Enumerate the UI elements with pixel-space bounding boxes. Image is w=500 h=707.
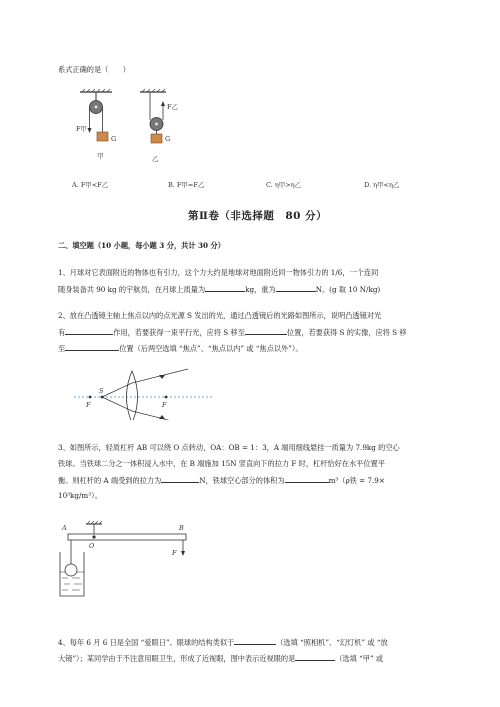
option-c: C. η甲>η乙 [266, 181, 302, 189]
focus-left-label: F [86, 401, 91, 409]
q4-text-d: （选填 “甲” 或 [335, 654, 384, 663]
f-jia-label: F甲 [76, 125, 88, 133]
lens-figure [70, 365, 220, 420]
answer-blank[interactable] [234, 637, 276, 645]
q2-text-e: 位置（后两空选填 “焦点”、“焦点以内” 或 “焦点以外”）。 [119, 344, 303, 353]
g-right-label: G [165, 135, 171, 143]
answer-blank[interactable] [285, 475, 329, 483]
q1-text-a: 随身装备共 90 kg 的宇航员，在月球上质量为 [58, 285, 206, 294]
q2-line1: 2、放在凸透镜主轴上焦点以内的点光源 S 发出的光，通过凸透镜后的光路如图所示，说明凸透镜对光 [58, 311, 382, 320]
q1-text-c: N。(g 取 10 N/kg) [315, 285, 381, 294]
q2-line3 [58, 343, 303, 354]
q1-line1: 1、月球对它表面附近的物体也有引力，这个力大约是地球对地面附近同一物体引力的 1/6，一个连同 [58, 268, 379, 277]
focus-right-label: F [162, 401, 167, 409]
answer-blank[interactable] [161, 475, 199, 483]
q4-text-c: 大镜”）；某同学由于不注意用眼卫生，形成了近视眼，图中表示近视眼的是 [58, 654, 296, 663]
answer-blank[interactable] [205, 284, 245, 292]
q3-line4: 10³kg/m³）。 [58, 491, 102, 500]
answer-blank[interactable] [65, 327, 113, 335]
lever-figure [58, 520, 198, 600]
pulley-diagram [70, 88, 190, 166]
source-s-label: S [99, 387, 104, 395]
q3-line2: 铁球。当铁球二分之一体积浸入水中，在 B 端施加 15N 竖直向下的拉力 F 时，杠杆恰好在水平位置平 [58, 459, 385, 468]
g-left-label: G [111, 135, 117, 143]
fill-heading: 二、填空题（10 小题，每小题 3 分，共计 30 分） [58, 241, 225, 250]
q3-text-a: 衡。则杠杆的 A 端受到的拉力为 [58, 476, 162, 485]
section-title: 第Ⅱ卷（非选择题 80 分） [188, 210, 328, 222]
label-jia: 甲 [97, 152, 104, 160]
answer-blank[interactable] [295, 653, 335, 661]
q2-text-b: 作用，若要获得一束平行光，应将 S 移至 [113, 328, 245, 337]
force-f-label: F [172, 549, 177, 557]
f-yi-label: F乙 [167, 103, 179, 111]
lens-diagram [70, 365, 220, 420]
point-b-label: B [179, 524, 184, 532]
option-a: A. F甲<F乙 [72, 181, 109, 189]
q1-text-b: kg，重为 [245, 285, 276, 294]
q2-text-c: 位置，若要获得 S 的实像，应将 S 移 [286, 328, 407, 337]
lever-diagram [58, 520, 198, 600]
answer-blank[interactable] [245, 327, 287, 335]
q3-text-c: m³（ρ铁 = 7.9× [328, 476, 385, 485]
question-tail: 系式正确的是（ ） [58, 65, 130, 74]
q4-line1 [58, 637, 388, 648]
q3-text-b: N，铁球空心部分的体积为 [199, 476, 285, 485]
label-yi: 乙 [152, 155, 159, 163]
point-a-label: A [62, 524, 67, 532]
q2-line2 [58, 327, 407, 338]
q4-text-b: （选填 “照相机”、“幻灯机” 或 “放 [276, 638, 388, 647]
q3-line1: 3、如图所示，轻质杠杆 AB 可以绕 O 点转动，OA：OB = 1：3，A 端用细线悬挂一质量为 7.9kg 的空心 [58, 443, 400, 452]
answer-blank[interactable] [65, 343, 119, 351]
answer-blank[interactable] [276, 284, 316, 292]
q2-text-a: 有 [58, 328, 66, 337]
option-b: B. F甲=F乙 [168, 181, 205, 189]
q4-text-a: 4、每年 6 月 6 日是全国 “爱眼日”。眼球的结构类似于 [58, 638, 235, 647]
point-o-label: O [89, 542, 95, 550]
q2-text-d: 至 [58, 344, 66, 353]
q1-line2 [58, 284, 380, 295]
q3-line3 [58, 475, 385, 486]
option-d: D. η甲<η乙 [364, 181, 400, 189]
pulley-figure [70, 88, 190, 166]
q4-line2 [58, 653, 383, 664]
